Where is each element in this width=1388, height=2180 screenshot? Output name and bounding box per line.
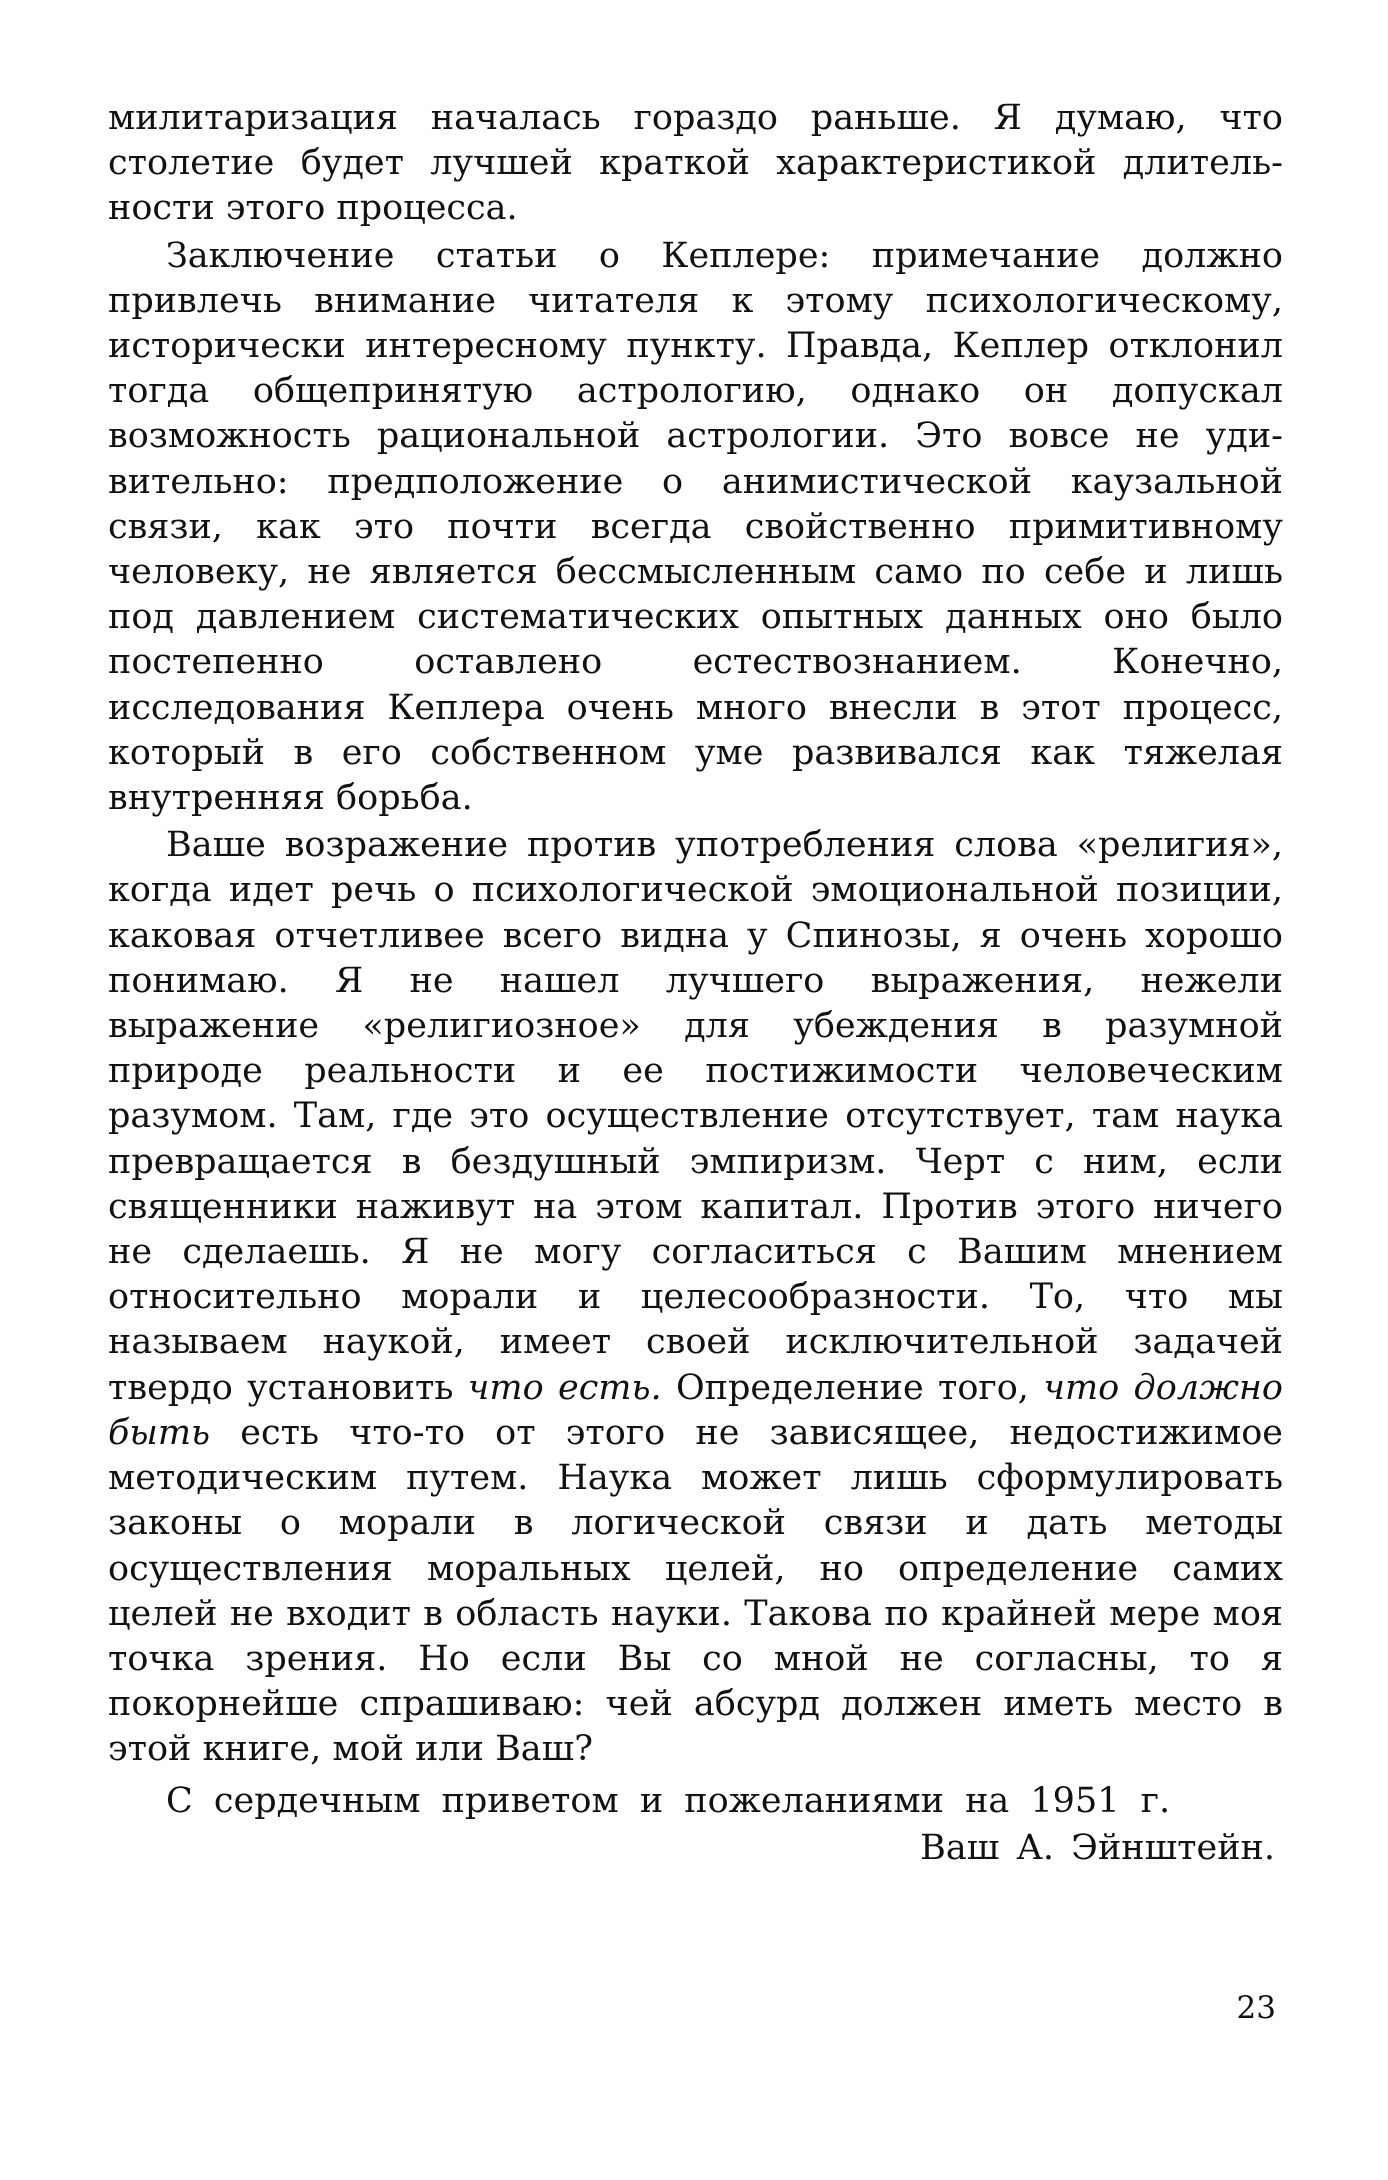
paragraph-3 <box>108 823 1283 1772</box>
paragraph-3-text-a: Ваше возражение против употребления слова «религия», когда идет речь о психологической эмоциональной позиции, каковая отчетливее всего видна у Спинозы, я очень хорошо понимаю. Я не нашел лучшего выражения, нежели выражение «религиозное» для убеждения в разумной природе реальности и ее постижимости человеческим разумом. Там, где это осуществление отсутствует, там наука превращается в бездушный эмпиризм. Черт с ним, если священники наживут на этом капитал. Против этого ничего не сделаешь. Я не могу согласиться с Вашим мнением относительно морали и целесообразности. То, что мы называем наукой, имеет своей исключительной задачей твердо установить <box>108 825 1283 1408</box>
page-body <box>108 96 1283 1871</box>
paragraph-2: Заключение статьи о Кеплере: примечание должно привлечь внимание читателя к этому психологическому, исторически интересному пункту. Правда, Кеплер отклонил тогда общепринятую астрологию, однако он допускал возможность рациональной астрологии. Это вовсе не удивительно: предположение о анимистической каузальной связи, как это почти всегда свойственно примитивному человеку, не является бессмысленным само по себе и лишь под давлением систематических опытных данных оно было постепенно оставлено естествознанием. Конечно, исследования Кеплера очень много внесли в этот процесс, который в его собственном уме развивался как тяжелая внутренняя борьба. <box>108 235 1283 819</box>
paragraph-3-text-b: Определение того, <box>661 1367 1044 1408</box>
signature: Ваш А. Эйнштейн. <box>920 1827 1275 1868</box>
paragraph-3-italic-a: что есть. <box>467 1367 662 1408</box>
paragraph-3-italic-b: что должно быть <box>108 1367 1283 1453</box>
page-number: 23 <box>1236 1990 1276 2026</box>
closing-line: С сердечным приветом и пожеланиями на 1951 г. <box>166 1780 1171 1821</box>
paragraph-1: милитаризация началась гораздо раньше. Я думаю, что столетие будет лучшей краткой характеристикой длительности этого процесса. <box>108 98 1283 229</box>
paragraph-3-text-c: есть что-то от этого не зависящее, недостижимое методическим путем. Наука может лишь сформулировать законы о морали в логической связи и дать методы осуществления моральных целей, но определение самих целей не входит в область науки. Такова по крайней мере моя точка зрения. Но если Вы со мной не согласны, то я покорнейше спрашиваю: чей абсурд должен иметь место в этой книге, мой или Ваш? <box>108 1412 1283 1770</box>
